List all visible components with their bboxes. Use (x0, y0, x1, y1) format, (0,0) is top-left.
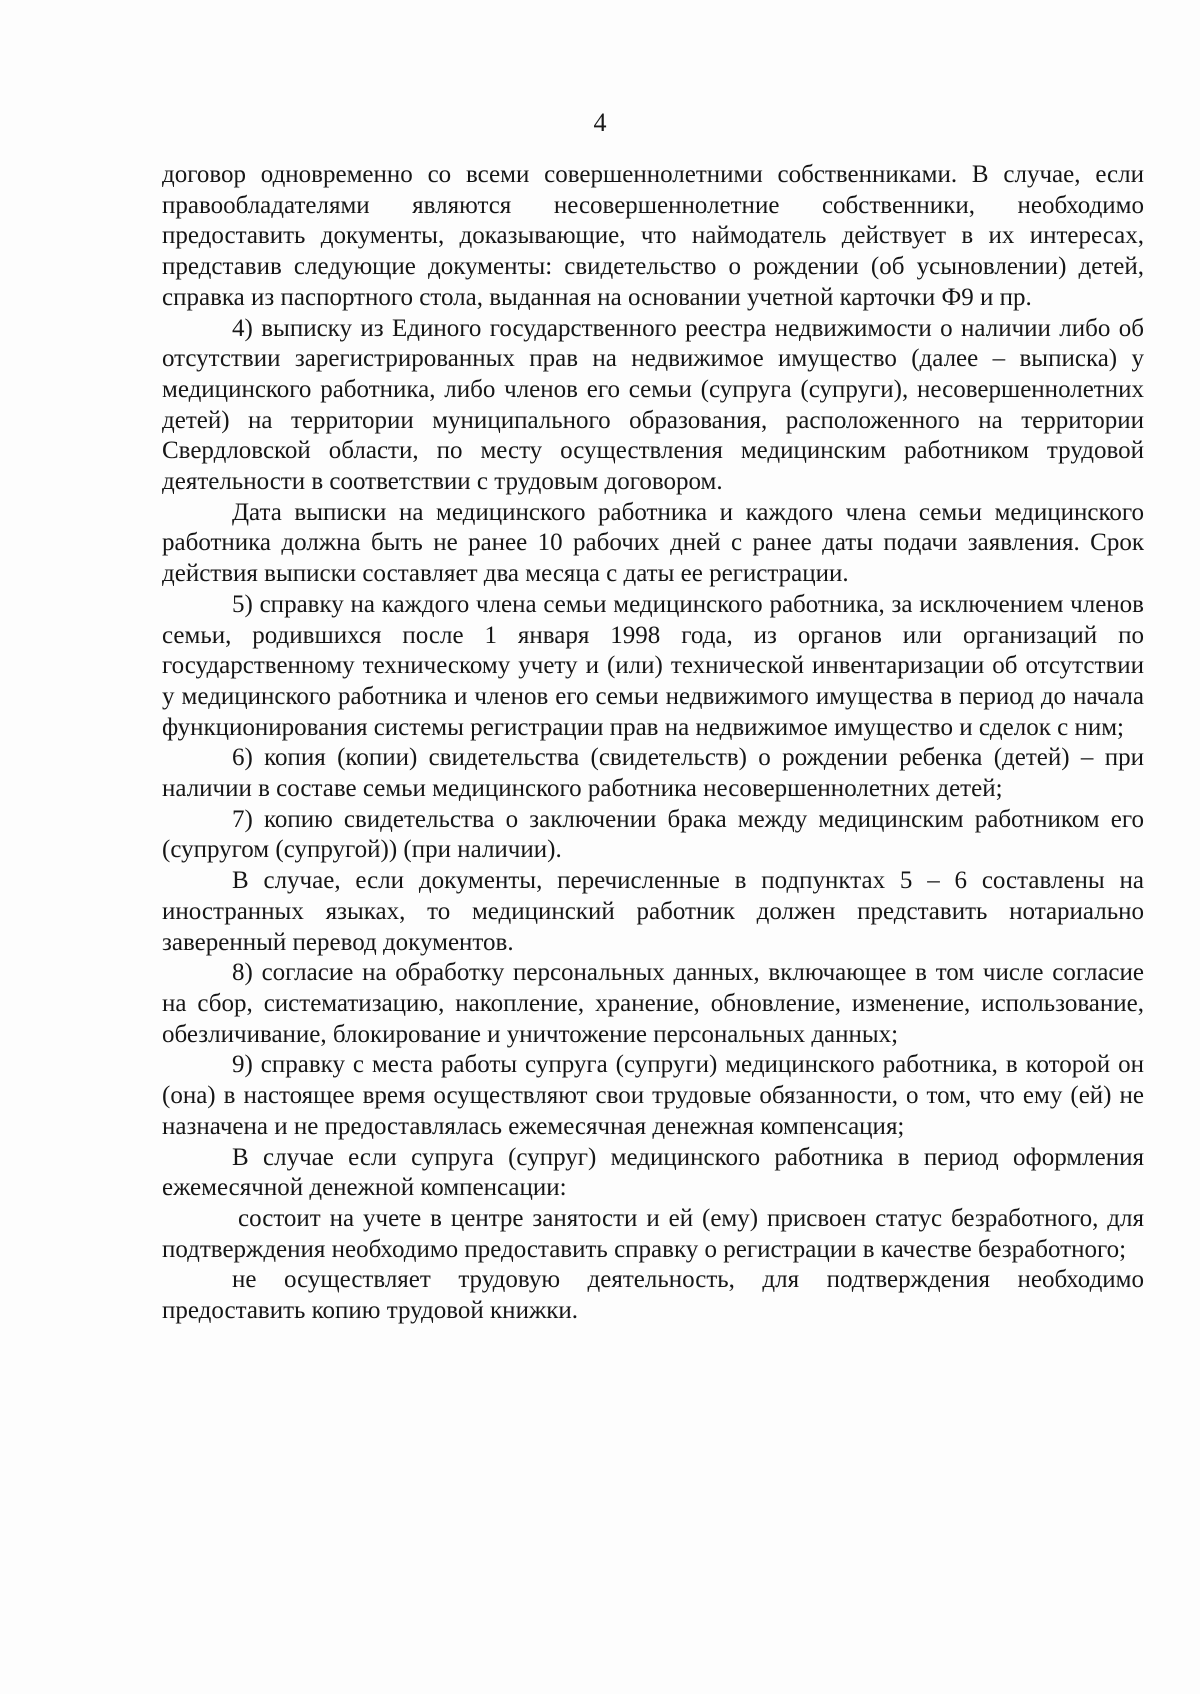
paragraph-continuation: договор одновременно со всеми совершеннолетними собственниками. В случае, если правообладателями являются несовершеннолетние собственники, необходимо предоставить документы, доказывающие, что наймодатель действует в их интересах, представив следующие документы: свидетельство о рождении (об усыновлении) детей, справка из паспортного стола, выданная на основании учетной карточки Ф9 и пр. (162, 161, 1144, 311)
paragraph-item-6: 6) копия (копии) свидетельства (свидетельств) о рождении ребенка (детей) – при наличии в составе семьи медицинского работника несовершеннолетних детей; (162, 744, 1144, 803)
paragraph-item-7: 7) копию свидетельства о заключении брака между медицинским работником его (супругом (супругой)) (при наличии). (162, 805, 1144, 864)
paragraph-extract-date: Дата выписки на медицинского работника и каждого члена семьи медицинского работника должна быть не ранее 10 рабочих дней с ранее даты подачи заявления. Срок действия выписки составляет два месяца с даты ее регистрации. (162, 498, 1144, 588)
paragraph-not-working: не осуществляет трудовую деятельность, для подтверждения необходимо предоставить копию трудовой книжки. (162, 1266, 1144, 1325)
paragraph-item-9: 9) справку с места работы супруга (супруги) медицинского работника, в которой он (она) в настоящее время осуществляют свои трудовые обязанности, о том, что ему (ей) не назначена и не предоставлялась ежемесячная денежная компенсация; (162, 1051, 1144, 1140)
page-number: 4 (593, 108, 607, 137)
paragraph-item-4: 4) выписку из Единого государственного реестра недвижимости о наличии либо об отсутствии зарегистрированных прав на недвижимое имущество (далее – выписка) у медицинского работника, либо членов его семьи (супруга (супруги), несовершеннолетних детей) на территории муниципального образования, расположенного на территории Свердловской области, по месту осуществления медицинским работником трудовой деятельности в соответствии с трудовым договором. (162, 314, 1144, 496)
document-body (162, 160, 1144, 1327)
paragraph-item-5: 5) справку на каждого члена семьи медицинского работника, за исключением членов семьи, родившихся после 1 января 1998 года, из органов или организаций по государственному техническому учету и (или) технической инвентаризации об отсутствии у медицинского работника и членов его семьи недвижимого имущества в период до начала функционирования системы регистрации прав на недвижимое имущество и сделок с ним; (162, 590, 1144, 741)
paragraph-foreign-documents: В случае, если документы, перечисленные в подпунктах 5 – 6 составлены на иностранных языках, то медицинский работник должен представить нотариально заверенный перевод документов. (162, 867, 1144, 956)
paragraph-spouse-case: В случае если супруга (супруг) медицинского работника в период оформления ежемесячной денежной компенсации: (162, 1143, 1144, 1202)
paragraph-unemployed: состоит на учете в центре занятости и ей (ему) присвоен статус безработного, для подтверждения необходимо предоставить справку о регистрации в качестве безработного; (162, 1204, 1144, 1263)
paragraph-item-8: 8) согласие на обработку персональных данных, включающее в том числе согласие на сбор, систематизацию, накопление, хранение, обновление, изменение, использование, обезличивание, блокирование и уничтожение персональных данных; (162, 959, 1144, 1048)
